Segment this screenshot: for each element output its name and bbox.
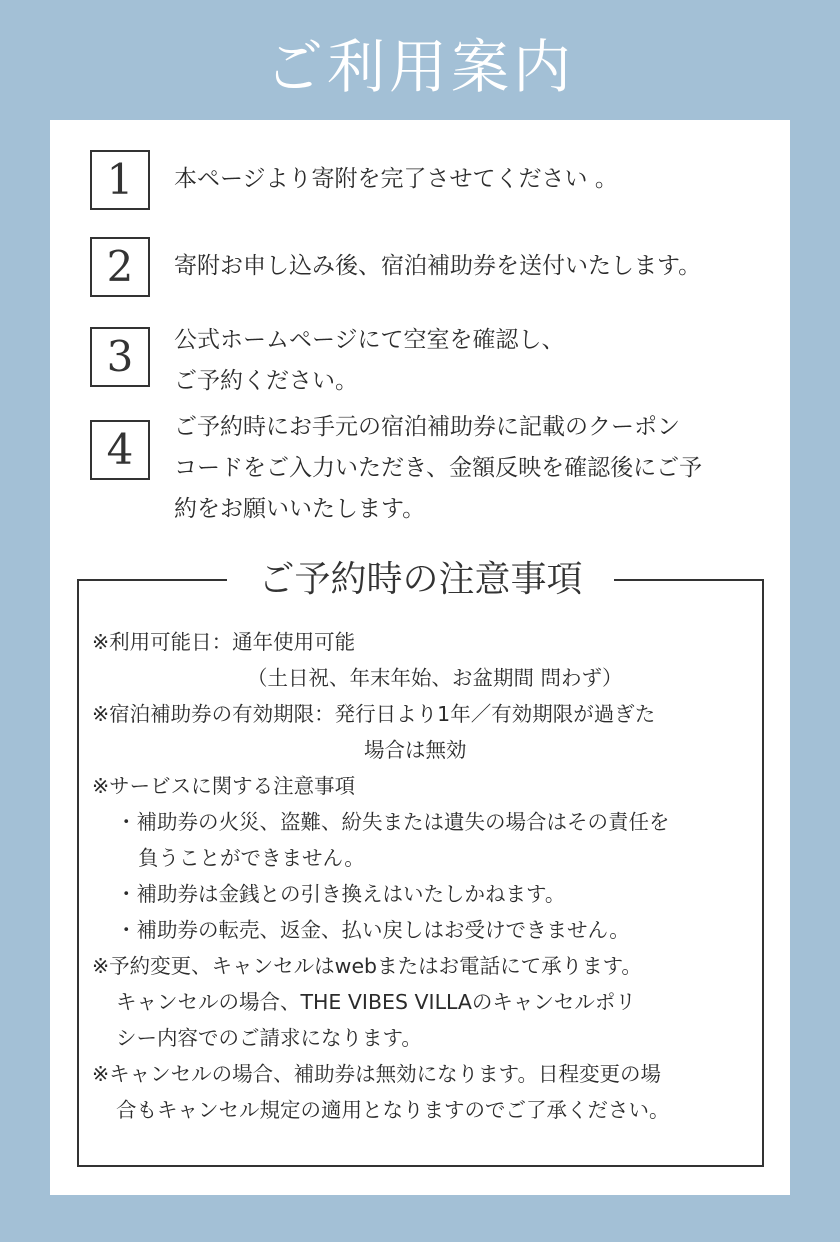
notice-line: ※利用可能日：通年使用可能 xyxy=(92,630,356,654)
notice-line: キャンセルの場合、THE VIBES VILLAのキャンセルポリ xyxy=(116,990,636,1014)
notice-body xyxy=(92,624,760,1128)
step-line: 寄附お申し込み後、宿泊補助券を送付いたします。 xyxy=(174,253,702,279)
notice-line: ・補助券の火災、盗難、紛失または遺失の場合はその責任を xyxy=(116,810,670,834)
notice-line: シー内容でのご請求になります。 xyxy=(116,1026,422,1050)
step-text xyxy=(174,159,774,200)
notice-line: ※キャンセルの場合、補助券は無効になります。日程変更の場 xyxy=(92,1062,662,1086)
step-line: 公式ホームページにて空室を確認し、 xyxy=(174,327,565,353)
notice-line: 場合は無効 xyxy=(364,738,467,762)
guide-card xyxy=(50,120,790,1195)
step-line: ご予約ください。 xyxy=(174,368,358,394)
page-title: ご利用案内 xyxy=(264,33,575,101)
notice-line: ※宿泊補助券の有効期限：発行日より1年／有効期限が過ぎた xyxy=(92,702,656,726)
step-text xyxy=(174,246,774,287)
notice-line: ・補助券は金銭との引き換えはいたしかねます。 xyxy=(116,882,566,906)
notice-line: 負うことができません。 xyxy=(138,846,365,870)
step-line: コードをご入力いただき、金額反映を確認後にご予 xyxy=(174,455,703,481)
step-line: 本ページより寄附を完了させてください 。 xyxy=(174,166,618,192)
divider xyxy=(614,579,764,581)
notice-line: （土日祝、年末年始、お盆期間 問わず） xyxy=(247,666,623,690)
step-number: 2 xyxy=(90,237,150,297)
step-number: 1 xyxy=(90,150,150,210)
divider xyxy=(77,579,227,581)
step-number: 4 xyxy=(90,420,150,480)
notice-line: 合もキャンセル規定の適用となりますのでご了承ください。 xyxy=(116,1098,670,1122)
step-number: 3 xyxy=(90,327,150,387)
notice-title: ご予約時の注意事項 xyxy=(227,552,614,608)
notice-line: ・補助券の転売、返金、払い戻しはお受けできません。 xyxy=(116,918,630,942)
step-line: 約をお願いいたします。 xyxy=(174,496,426,522)
notice-line: ※予約変更、キャンセルはwebまたはお電話にて承ります。 xyxy=(92,954,642,978)
step-text xyxy=(174,320,774,402)
step-line: ご予約時にお手元の宿泊補助券に記載のクーポン xyxy=(174,414,680,440)
notice-line: ※サービスに関する注意事項 xyxy=(92,774,356,798)
step-text xyxy=(174,407,774,530)
